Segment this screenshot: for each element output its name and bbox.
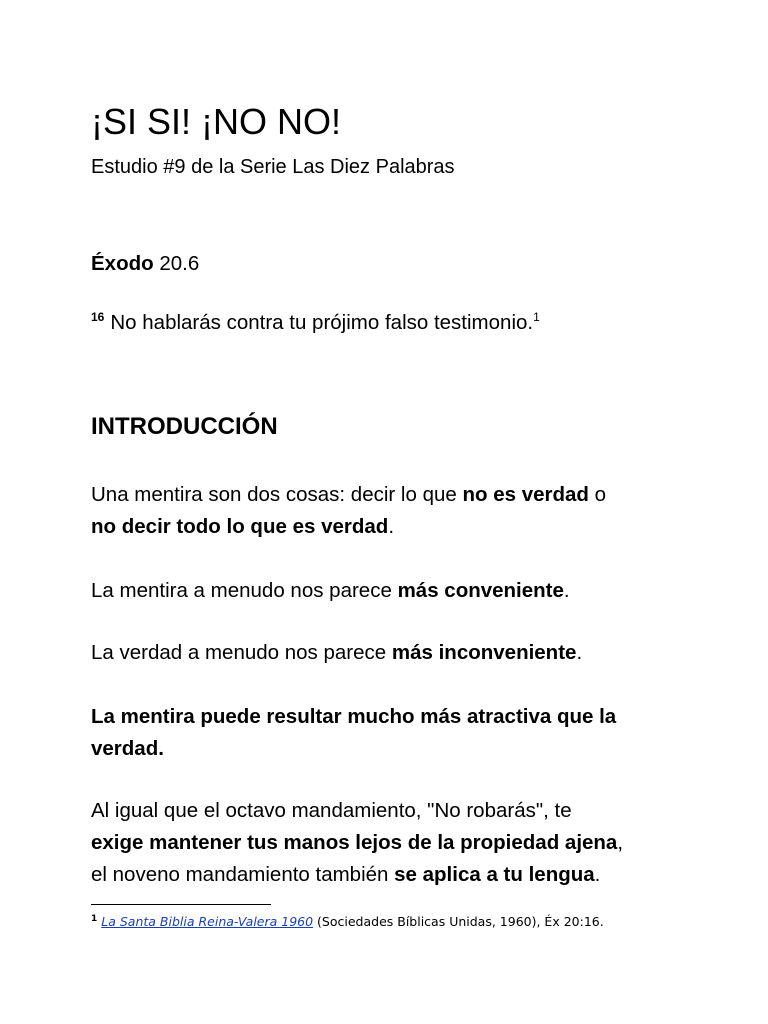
document-title: ¡SI SI! ¡NO NO! bbox=[91, 101, 342, 142]
paragraph-3 bbox=[91, 637, 582, 669]
document-subtitle: Estudio #9 de la Serie Las Diez Palabras bbox=[91, 156, 455, 178]
paragraph-4-line-2 bbox=[91, 733, 616, 765]
text-run: el noveno mandamiento también bbox=[91, 863, 395, 886]
verse-chapter-verse: 20.6 bbox=[153, 252, 200, 275]
bold-run: se aplica a tu lengua bbox=[394, 863, 595, 886]
paragraph-1 bbox=[91, 479, 606, 543]
text-run: La mentira a menudo nos parece bbox=[91, 579, 398, 602]
paragraph-4 bbox=[91, 701, 616, 765]
verse-book: Éxodo bbox=[91, 252, 154, 275]
footnote-divider bbox=[91, 904, 271, 905]
footnote-number: 1 bbox=[91, 913, 98, 924]
text-run: . bbox=[594, 863, 601, 886]
text-run: La verdad a menudo nos parece bbox=[91, 641, 392, 664]
paragraph-5 bbox=[91, 795, 623, 891]
bold-run: no decir todo lo que es verdad bbox=[91, 515, 389, 538]
text-run: , bbox=[617, 831, 624, 854]
bold-run: exige mantener tus manos lejos de la propiedad ajena bbox=[91, 831, 618, 854]
paragraph-5-line-1 bbox=[91, 795, 623, 827]
paragraph-1-line-2 bbox=[91, 511, 606, 543]
paragraph-5-line-2 bbox=[91, 827, 623, 859]
footnote-text: (Sociedades Bíblicas Unidas, 1960), Éx 20:16. bbox=[313, 914, 604, 929]
text-run: Al igual que el octavo mandamiento, "No robarás", te bbox=[91, 799, 572, 822]
verse-number: 16 bbox=[91, 310, 105, 325]
bold-run: más conveniente bbox=[397, 579, 564, 602]
bold-run: más inconveniente bbox=[391, 641, 577, 664]
bible-citation-link[interactable]: La Santa Biblia Reina-Valera 1960 bbox=[101, 914, 314, 929]
text-run: o bbox=[588, 483, 607, 506]
text-run: . bbox=[576, 641, 583, 664]
section-heading: INTRODUCCIÓN bbox=[91, 413, 278, 440]
text-run: Una mentira son dos cosas: decir lo que bbox=[91, 483, 463, 506]
bold-run: verdad. bbox=[91, 737, 164, 760]
footnote-reference[interactable]: 1 bbox=[533, 310, 540, 325]
bold-run: no es verdad bbox=[462, 483, 589, 506]
text-run: . bbox=[563, 579, 570, 602]
paragraph-5-line-3 bbox=[91, 859, 623, 891]
paragraph-2 bbox=[91, 575, 570, 607]
text-run: . bbox=[388, 515, 395, 538]
verse-reference bbox=[91, 248, 199, 280]
verse-content: No hablarás contra tu prójimo falso testimonio. bbox=[110, 311, 534, 334]
bold-run: La mentira puede resultar mucho más atractiva que la bbox=[91, 705, 617, 728]
paragraph-1-line-1 bbox=[91, 479, 606, 511]
footnote bbox=[91, 913, 604, 931]
verse-text bbox=[91, 307, 540, 339]
paragraph-4-line-1 bbox=[91, 701, 616, 733]
